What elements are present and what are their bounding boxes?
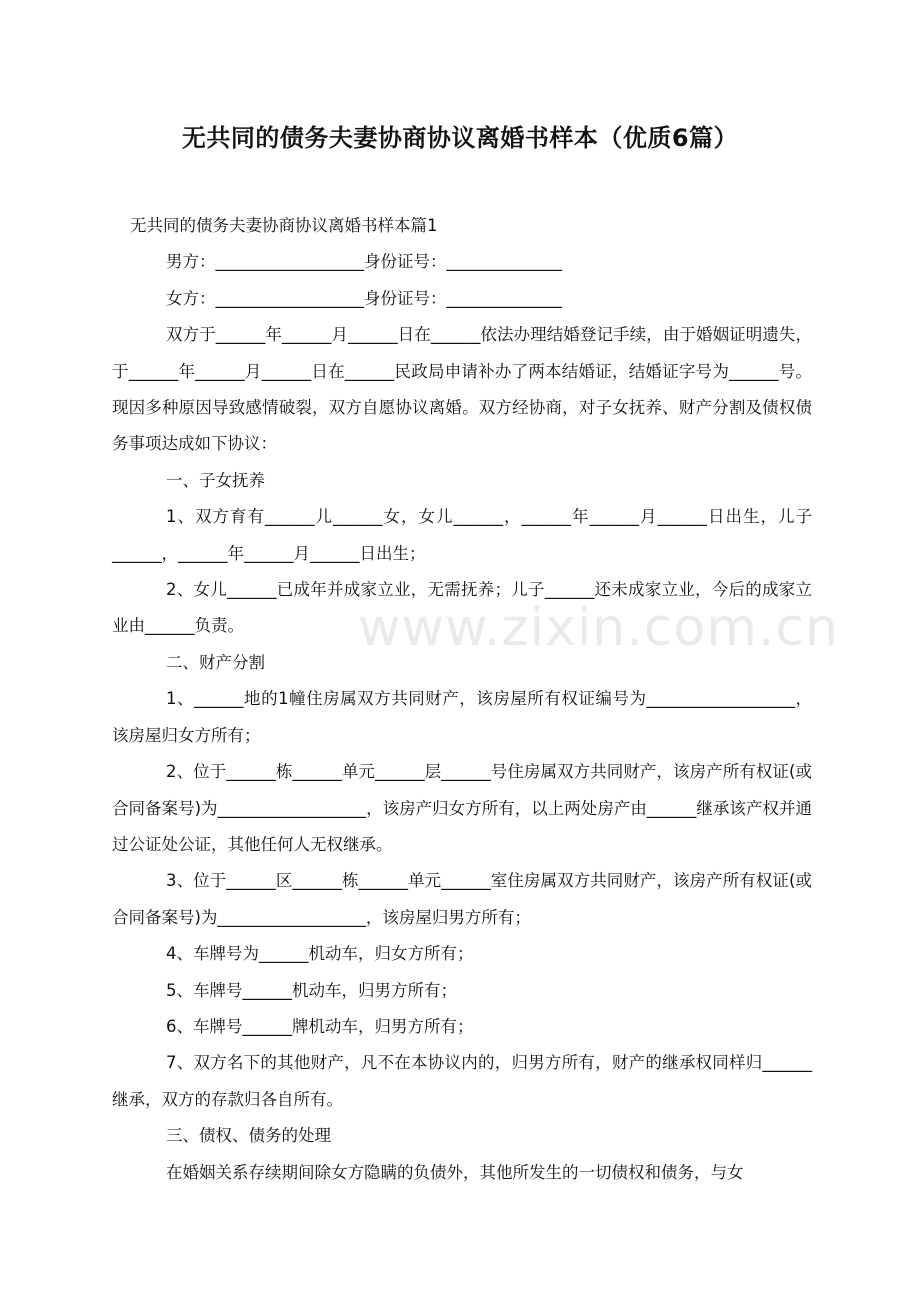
female-party-line: 女方：__________________身份证号：______________ (166, 288, 562, 308)
property-item-5: 5、车牌号______机动车，归男方所有； (166, 980, 457, 1000)
heading-property-division: 二、财产分割 (166, 652, 265, 672)
property-item-3: 3、位于______区______栋______单元______室住房属双方共同财产，该房产所有权证(或合同备案号)为__________________，该房屋归男方所有； (112, 871, 812, 927)
document-title: 无共同的债务夫妻协商协议离婚书样本（优质6篇） (181, 124, 739, 152)
debts-paragraph: 在婚姻关系存续期间除女方隐瞒的负债外，其他所发生的一切债权和债务，与女 (166, 1162, 744, 1182)
property-item-1: 1、______地的1幢住房属双方共同财产，该房屋所有权证编号为__________________，该房屋归女方所有； (112, 689, 812, 745)
heading-child-custody: 一、子女抚养 (166, 470, 265, 490)
property-item-6: 6、车牌号______牌机动车，归男方所有； (166, 1016, 474, 1036)
property-item-2: 2、位于______栋______单元______层______号住房属双方共同财产，该房产所有权证(或合同备案号)为__________________，该房产归女方所有，以上两处房产由______继承该产权并通过公证处公证，其他任何人无权继承。 (112, 762, 812, 854)
custody-item-1: 1、双方育有______儿______女，女儿______，______年______月______日出生，儿子______，______年______月______日出生； (112, 507, 812, 563)
watermark: www.zixin.com.cn (358, 598, 839, 658)
section-heading: 无共同的债务夫妻协商协议离婚书样本篇1 (130, 216, 438, 235)
property-item-4: 4、车牌号为______机动车，归女方所有； (166, 944, 474, 964)
property-item-7: 7、双方名下的其他财产，凡不在本协议内的，归男方所有，财产的继承权同样归______继承，双方的存款归各自所有。 (112, 1053, 812, 1109)
custody-item-2: 2、女儿______已成年并成家立业，无需抚养；儿子______还未成家立业，今后的成家立业由______负责。 (112, 580, 812, 636)
male-party-line: 男方：__________________身份证号：______________ (166, 252, 562, 272)
heading-debts: 三、债权、债务的处理 (166, 1126, 331, 1146)
intro-paragraph: 双方于______年______月______日在______依法办理结婚登记手续，由于婚姻证明遗失，于______年______月______日在______民政局申请补办了两本结婚证，结婚证字号为______号。现因多种原因导致感情破裂，双方自愿协议离婚。双方经协商，对子女抚养、财产分割及债权债务事项达成如下协议： (112, 325, 812, 454)
document-body (112, 208, 812, 1191)
